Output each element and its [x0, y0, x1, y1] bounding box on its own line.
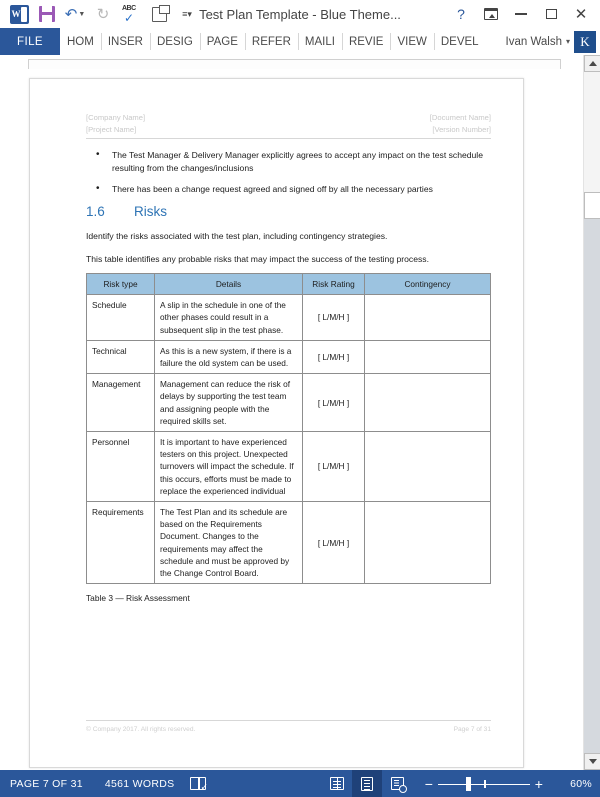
zoom-in-button[interactable]: + — [534, 775, 544, 792]
heading-number: 1.6 — [86, 204, 105, 219]
maximize-icon[interactable] — [536, 1, 566, 27]
tab-review[interactable]: REVIE — [342, 28, 391, 55]
user-name-label[interactable]: Ivan Walsh — [505, 35, 562, 48]
close-icon[interactable]: ✕ — [574, 5, 588, 23]
footer-divider — [86, 720, 491, 721]
help-icon[interactable]: ? — [457, 6, 465, 22]
cell-details[interactable]: Management can reduce the risk of delays by supporting the test team and assigning people with the required skills set. — [155, 374, 303, 432]
column-header-risk-type: Risk type — [87, 274, 155, 295]
paragraph: This table identifies any probable risks that may impact the success of the testing process. — [86, 254, 429, 264]
cell-risk-rating[interactable]: [ L/M/H ] — [303, 374, 365, 432]
editor-workspace — [0, 55, 600, 770]
abc-label: ABC — [122, 5, 136, 12]
list-item: • There has been a change request agreed and signed off by all the necessary parties — [86, 183, 491, 196]
page-content — [86, 112, 491, 603]
web-layout-view-button[interactable] — [382, 770, 412, 797]
window-controls — [446, 1, 600, 27]
print-layout-view-button[interactable] — [352, 770, 382, 797]
tab-references[interactable]: REFER — [245, 28, 298, 55]
cell-risk-type[interactable]: Management — [87, 374, 155, 432]
zoom-control — [420, 777, 592, 791]
save-icon[interactable] — [34, 2, 60, 26]
view-mode-buttons — [322, 770, 412, 797]
column-header-contingency: Contingency — [365, 274, 491, 295]
tab-insert[interactable]: INSER — [101, 28, 150, 55]
read-mode-view-button[interactable] — [322, 770, 352, 797]
scrollbar-track-lower[interactable] — [584, 219, 600, 753]
cell-contingency[interactable] — [365, 340, 491, 373]
table-row[interactable] — [87, 502, 491, 584]
chevron-down-icon[interactable]: ▾ — [565, 37, 570, 46]
proofing-errors-icon[interactable]: ✓ — [190, 777, 206, 790]
cell-risk-type[interactable]: Requirements — [87, 502, 155, 584]
heading-text: Risks — [134, 204, 167, 219]
column-header-details: Details — [155, 274, 303, 295]
bullet-list — [86, 149, 491, 196]
zoom-slider[interactable] — [438, 777, 530, 791]
table-row[interactable] — [87, 432, 491, 502]
table-row[interactable] — [87, 295, 491, 341]
horizontal-ruler[interactable] — [28, 59, 561, 69]
scrollbar-thumb[interactable] — [584, 192, 600, 219]
spelling-check-icon[interactable]: ABC ✓ — [122, 5, 136, 25]
zoom-slider-midpoint — [484, 780, 486, 788]
customize-qat-icon[interactable]: ≡▾ — [182, 8, 192, 19]
table-row[interactable] — [87, 374, 491, 432]
document-page[interactable] — [29, 78, 524, 768]
cell-contingency[interactable] — [365, 374, 491, 432]
ribbon-tab-bar — [0, 28, 600, 55]
header-version-number: [Version Number] — [432, 125, 491, 134]
tab-home[interactable]: HOM — [67, 35, 94, 48]
account-area — [506, 28, 600, 55]
tab-view[interactable]: VIEW — [390, 28, 433, 55]
footer-copyright: © Company 2017. All rights reserved. — [86, 726, 196, 733]
cell-risk-type[interactable]: Personnel — [87, 432, 155, 502]
page-footer — [86, 720, 491, 733]
header-divider — [86, 138, 491, 139]
risk-assessment-table[interactable] — [86, 273, 491, 584]
paragraph: Identify the risks associated with the test plan, including contingency strategies. — [86, 231, 388, 241]
minimize-icon[interactable] — [506, 1, 536, 27]
tab-design[interactable]: DESIG — [150, 28, 200, 55]
document-canvas[interactable] — [0, 55, 583, 770]
undo-icon[interactable]: ↶ ▼ — [64, 5, 86, 23]
tab-mailings[interactable]: MAILI — [298, 28, 342, 55]
redo-icon[interactable]: ↻ — [96, 5, 110, 23]
footer-page-number: Page 7 of 31 — [453, 726, 491, 733]
cell-contingency[interactable] — [365, 432, 491, 502]
cell-risk-type[interactable]: Technical — [87, 340, 155, 373]
cell-risk-rating[interactable]: [ L/M/H ] — [303, 340, 365, 373]
tab-developer[interactable]: DEVEL — [434, 28, 486, 55]
zoom-slider-thumb[interactable] — [466, 777, 471, 791]
cell-contingency[interactable] — [365, 502, 491, 584]
ribbon-display-options-icon[interactable] — [476, 1, 506, 27]
document-title: Test Plan Template - Blue Theme... — [199, 6, 401, 22]
status-bar — [0, 770, 600, 797]
cell-details[interactable]: As this is a new system, if there is a failure the old system can be used. — [155, 340, 303, 373]
header-project-name: [Project Name] — [86, 125, 137, 134]
cell-details[interactable]: The Test Plan and its schedule are based on the Requirements Document. Changes to the requirements may affect the schedule and must be approved by the Change Control Board. — [155, 502, 303, 584]
page-indicator[interactable]: PAGE 7 OF 31 — [10, 777, 83, 790]
section-heading — [86, 204, 491, 219]
quick-access-toolbar — [6, 2, 200, 26]
word-count[interactable]: 4561 WORDS — [104, 777, 175, 790]
scroll-down-icon[interactable] — [584, 753, 600, 770]
scrollbar-track-upper[interactable] — [584, 72, 600, 192]
word-logo-icon[interactable] — [6, 2, 32, 26]
column-header-risk-rating: Risk Rating — [303, 274, 365, 295]
table-header-row — [87, 274, 491, 295]
cell-risk-rating[interactable]: [ L/M/H ] — [303, 295, 365, 341]
page-header — [86, 112, 491, 136]
header-document-name: [Document Name] — [429, 113, 491, 122]
tab-page-layout[interactable]: PAGE — [200, 28, 245, 55]
vertical-scrollbar[interactable] — [583, 55, 600, 770]
tab-file[interactable]: FILE — [0, 28, 60, 55]
page-break-icon[interactable] — [146, 2, 172, 26]
table-row[interactable] — [87, 340, 491, 373]
scroll-up-icon[interactable] — [584, 55, 600, 72]
cell-details[interactable]: It is important to have experienced testers on this project. Unexpected turnovers will impact the schedule. If this occurs, efforts must be made to replace the experienced individual — [155, 432, 303, 502]
cell-details[interactable]: A slip in the schedule in one of the other phases could result in a subsequent slip in the test phase. — [155, 295, 303, 341]
table-caption: Table 3 — Risk Assessment — [86, 593, 190, 604]
cell-risk-type[interactable]: Schedule — [87, 295, 155, 341]
cell-contingency[interactable] — [365, 295, 491, 341]
header-company-name: [Company Name] — [86, 113, 146, 122]
avatar[interactable]: K — [574, 31, 596, 53]
cell-risk-rating[interactable]: [ L/M/H ] — [303, 432, 365, 502]
title-bar — [0, 0, 600, 28]
cell-risk-rating[interactable]: [ L/M/H ] — [303, 502, 365, 584]
list-item: • The Test Manager & Delivery Manager explicitly agrees to accept any impact on the test schedule resulting from the changes/inclusions — [86, 149, 491, 175]
zoom-out-button[interactable]: − — [424, 775, 434, 792]
zoom-level-label[interactable]: 60% — [570, 777, 592, 790]
word-logo-letter: W — [11, 9, 21, 19]
